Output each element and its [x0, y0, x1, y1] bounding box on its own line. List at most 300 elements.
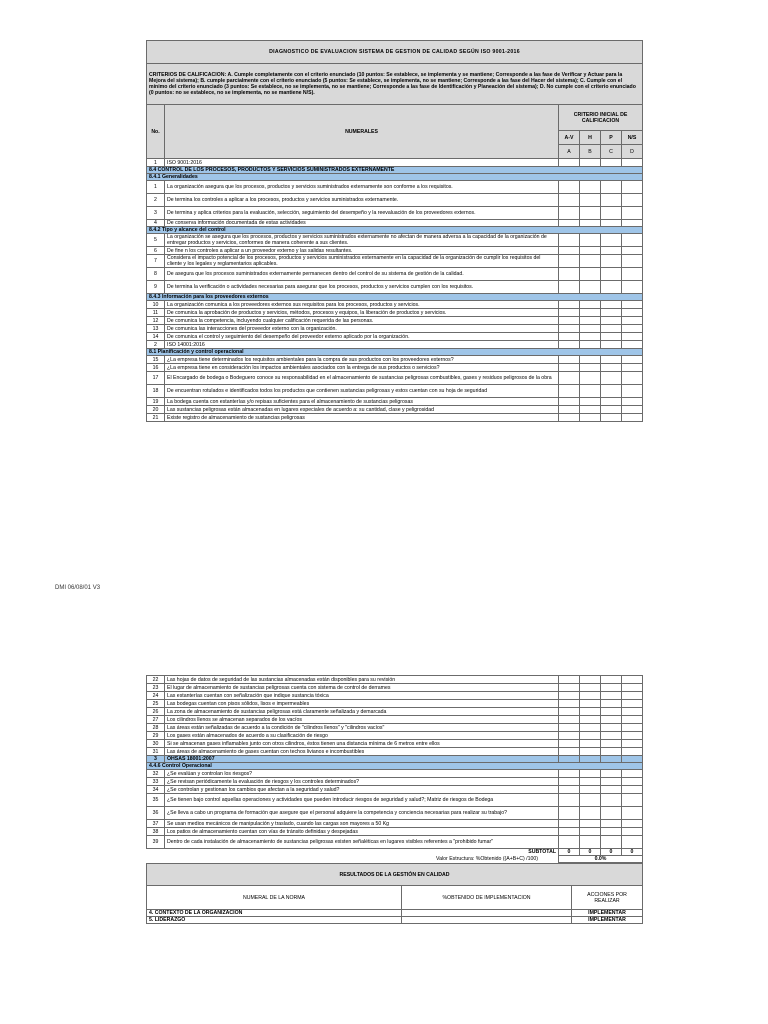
- results-title: RESULTADOS DE LA GESTIÓN EN CALIDAD: [147, 864, 643, 886]
- row-number: 34: [147, 786, 165, 794]
- score-cell-c[interactable]: [601, 281, 622, 294]
- score-cell-c[interactable]: [601, 724, 622, 732]
- row-number: 29: [147, 732, 165, 740]
- subtotal-a: 0: [559, 849, 580, 856]
- score-cell-b[interactable]: [580, 732, 601, 740]
- section-row: [147, 756, 643, 763]
- row-text: Los patios de almacenamiento cuentan con vías de tránsito definidas y despejadas: [165, 828, 559, 836]
- score-cell-c[interactable]: [601, 684, 622, 692]
- page-1: [146, 40, 642, 422]
- score-cell-c[interactable]: [601, 748, 622, 756]
- score-cell-a[interactable]: [559, 317, 580, 325]
- section-row: [147, 763, 643, 770]
- score-cell-d[interactable]: [622, 385, 643, 398]
- score-cell-c[interactable]: [601, 317, 622, 325]
- row-number: 35: [147, 794, 165, 807]
- score-cell-a[interactable]: [559, 247, 580, 255]
- score-cell-d[interactable]: [622, 309, 643, 317]
- score-cell-c[interactable]: [601, 778, 622, 786]
- row-text: De termina los controles a aplicar a los procesos, productos y servicios suministrados externamente.: [165, 194, 559, 207]
- score-cell-c[interactable]: [601, 414, 622, 422]
- score-cell-b[interactable]: [580, 716, 601, 724]
- score-cell-c[interactable]: [601, 700, 622, 708]
- table-row: [147, 309, 643, 317]
- score-cell-b[interactable]: [580, 724, 601, 732]
- score-cell-b[interactable]: [580, 836, 601, 849]
- results-row-obtenido: [402, 917, 572, 924]
- table-row: [147, 364, 643, 372]
- row-number: 5: [147, 234, 165, 247]
- score-cell-c[interactable]: [601, 716, 622, 724]
- row-text: La zona de almacenamiento de sustancias peligrosas está claramente señalizada y demarcada: [165, 708, 559, 716]
- results-row-norma: 5. LIDERAZGO: [147, 917, 402, 924]
- results-row-accion: IMPLEMENTAR: [572, 910, 643, 917]
- score-cell-b[interactable]: [580, 247, 601, 255]
- score-cell-d[interactable]: [622, 700, 643, 708]
- score-cell-d[interactable]: [622, 268, 643, 281]
- score-cell-a[interactable]: [559, 159, 580, 167]
- row-text: De conserva información documentada de estas actividades: [165, 220, 559, 227]
- table-row: [147, 836, 643, 849]
- row-number: 23: [147, 684, 165, 692]
- table-row: [147, 341, 643, 349]
- score-cell-a[interactable]: [559, 281, 580, 294]
- score-cell-b[interactable]: [580, 414, 601, 422]
- table-row: [147, 724, 643, 732]
- row-number: 36: [147, 807, 165, 820]
- table-row: [147, 372, 643, 385]
- score-cell-b[interactable]: [580, 234, 601, 247]
- score-cell-d[interactable]: [622, 281, 643, 294]
- score-cell-a[interactable]: [559, 748, 580, 756]
- score-cell-b[interactable]: [580, 820, 601, 828]
- header-col-h: H: [580, 131, 601, 145]
- table-row: [147, 748, 643, 756]
- subtotal-label: SUBTOTAL: [147, 849, 559, 856]
- score-cell-a[interactable]: [559, 794, 580, 807]
- score-cell-c[interactable]: [601, 341, 622, 349]
- score-cell-c[interactable]: [601, 325, 622, 333]
- score-cell-c[interactable]: [601, 255, 622, 268]
- score-cell-d[interactable]: [622, 740, 643, 748]
- score-cell-c[interactable]: [601, 398, 622, 406]
- score-cell-b[interactable]: [580, 159, 601, 167]
- row-text: De comunica el control y seguimiento del desempeño del proveedor externo aplicado por la organización.: [165, 333, 559, 341]
- score-cell-b[interactable]: [580, 676, 601, 684]
- score-cell-a[interactable]: [559, 356, 580, 364]
- row-number: 8: [147, 268, 165, 281]
- score-cell-a[interactable]: [559, 341, 580, 349]
- row-text: Las estanterías cuentan con señalización que indique sustancia tóxica: [165, 692, 559, 700]
- table-row: [147, 181, 643, 194]
- score-cell-a[interactable]: [559, 684, 580, 692]
- row-number: 20: [147, 406, 165, 414]
- score-cell-c[interactable]: [601, 828, 622, 836]
- score-cell-b[interactable]: [580, 778, 601, 786]
- row-number: 2: [147, 341, 165, 349]
- score-cell-a[interactable]: [559, 398, 580, 406]
- criteria-text: CRITERIOS DE CALIFICACION: A. Cumple completamente con el criterio enunciado (10 puntos: Se establece, se implementa y se mantiene; Corresponde a las fase de Verificar y Actuar para la Mejora del sistema); B. cumple parcialmente con el criterio enunciado (5 puntos: Se establece, se implementa, no se mantiene; Corresponde a las fase del Hacer del sistema); C. Cumple con el mínimo del criterio enunciado (3 puntos: Se establece, no se implementa, no se mantiene; Corresponde a las fase de Identificación y Planeación del sistema); D. No cumple con el criterio enunciado (0 puntos: no se establece, no se implementa, no se mantiene N/S).: [147, 64, 643, 105]
- row-number: 27: [147, 716, 165, 724]
- score-cell-b[interactable]: [580, 194, 601, 207]
- score-cell-a[interactable]: [559, 732, 580, 740]
- score-cell-d[interactable]: [622, 716, 643, 724]
- page-2: [146, 675, 642, 924]
- score-cell-a[interactable]: [559, 268, 580, 281]
- results-table: [146, 863, 643, 924]
- row-number: 11: [147, 309, 165, 317]
- score-cell-d[interactable]: [622, 234, 643, 247]
- table-row: [147, 716, 643, 724]
- section-empty-cell: [580, 756, 601, 763]
- score-cell-c[interactable]: [601, 836, 622, 849]
- score-cell-d[interactable]: [622, 786, 643, 794]
- score-cell-d[interactable]: [622, 406, 643, 414]
- table-row: [147, 794, 643, 807]
- score-cell-c[interactable]: [601, 786, 622, 794]
- score-cell-b[interactable]: [580, 268, 601, 281]
- score-cell-c[interactable]: [601, 268, 622, 281]
- score-cell-d[interactable]: [622, 341, 643, 349]
- score-cell-c[interactable]: [601, 708, 622, 716]
- score-cell-a[interactable]: [559, 301, 580, 309]
- row-text: Las áreas de almacenamiento de gases cuentan con techos livianos e incombustibles: [165, 748, 559, 756]
- score-cell-c[interactable]: [601, 770, 622, 778]
- score-cell-b[interactable]: [580, 364, 601, 372]
- valor-estructura-value: 0.0%: [559, 856, 643, 863]
- score-cell-a[interactable]: [559, 325, 580, 333]
- row-number: 16: [147, 364, 165, 372]
- score-cell-d[interactable]: [622, 207, 643, 220]
- score-cell-c[interactable]: [601, 364, 622, 372]
- score-cell-c[interactable]: [601, 740, 622, 748]
- score-cell-d[interactable]: [622, 414, 643, 422]
- score-cell-a[interactable]: [559, 194, 580, 207]
- row-number: 2: [147, 194, 165, 207]
- table-row: [147, 406, 643, 414]
- row-number: 31: [147, 748, 165, 756]
- score-cell-c[interactable]: [601, 692, 622, 700]
- row-number: 37: [147, 820, 165, 828]
- row-text: La organización comunica a los proveedores externos sus requisitos para los procesos, productos y servicios.: [165, 301, 559, 309]
- row-number: 1: [147, 159, 165, 167]
- score-cell-b[interactable]: [580, 325, 601, 333]
- table-row: [147, 194, 643, 207]
- score-cell-a[interactable]: [559, 724, 580, 732]
- score-cell-d[interactable]: [622, 317, 643, 325]
- score-cell-d[interactable]: [622, 364, 643, 372]
- row-number: 22: [147, 676, 165, 684]
- score-cell-b[interactable]: [580, 255, 601, 268]
- table-row: [147, 255, 643, 268]
- row-text: ¿La empresa tiene en consideración los impactos ambientales asociados con la entrega de sus productos o servicios?: [165, 364, 559, 372]
- table-row: [147, 414, 643, 422]
- score-cell-c[interactable]: [601, 807, 622, 820]
- score-cell-d[interactable]: [622, 770, 643, 778]
- score-cell-c[interactable]: [601, 356, 622, 364]
- score-cell-a[interactable]: [559, 181, 580, 194]
- header-letter-c: C: [601, 145, 622, 159]
- row-number: 13: [147, 325, 165, 333]
- row-number: 9: [147, 281, 165, 294]
- score-cell-b[interactable]: [580, 748, 601, 756]
- table-row: [147, 770, 643, 778]
- score-cell-d[interactable]: [622, 220, 643, 227]
- row-text: Las sustancias peligrosas están almacenadas en lugares especiales de acuerdo a: su cantidad, clase y peligrosidad: [165, 406, 559, 414]
- row-text: De comunica las interacciones del proveedor externo con la organización.: [165, 325, 559, 333]
- score-cell-c[interactable]: [601, 301, 622, 309]
- score-cell-b[interactable]: [580, 356, 601, 364]
- table-row: [147, 234, 643, 247]
- score-cell-b[interactable]: [580, 398, 601, 406]
- table-row: [147, 732, 643, 740]
- score-cell-c[interactable]: [601, 794, 622, 807]
- score-cell-c[interactable]: [601, 820, 622, 828]
- table-row: [147, 708, 643, 716]
- row-text: Existe registro de almacenamiento de sustancias peligrosas: [165, 414, 559, 422]
- score-cell-b[interactable]: [580, 807, 601, 820]
- table-row: [147, 807, 643, 820]
- row-text: Los cilindros llenos se almacenan separados de los vacíos: [165, 716, 559, 724]
- score-cell-a[interactable]: [559, 406, 580, 414]
- score-cell-b[interactable]: [580, 309, 601, 317]
- score-cell-a[interactable]: [559, 207, 580, 220]
- score-cell-c[interactable]: [601, 333, 622, 341]
- score-cell-c[interactable]: [601, 676, 622, 684]
- results-row-accion: IMPLEMENTAR: [572, 917, 643, 924]
- row-text: Las bodegas cuentan con pisos sólidos, lisos e impermeables: [165, 700, 559, 708]
- section-title: 8.4 CONTROL DE LOS PROCESOS, PRODUCTOS Y SERVICIOS SUMINISTRADOS EXTERNAMENTE: [147, 167, 643, 174]
- score-cell-d[interactable]: [622, 748, 643, 756]
- score-cell-b[interactable]: [580, 181, 601, 194]
- score-cell-c[interactable]: [601, 207, 622, 220]
- row-text: ¿Se evalúan y controlan los riesgos?: [165, 770, 559, 778]
- score-cell-a[interactable]: [559, 786, 580, 794]
- score-cell-d[interactable]: [622, 794, 643, 807]
- score-cell-a[interactable]: [559, 700, 580, 708]
- score-cell-b[interactable]: [580, 341, 601, 349]
- score-cell-b[interactable]: [580, 828, 601, 836]
- score-cell-b[interactable]: [580, 740, 601, 748]
- score-cell-c[interactable]: [601, 220, 622, 227]
- score-cell-d[interactable]: [622, 356, 643, 364]
- section-row: [147, 349, 643, 356]
- section-row: [147, 227, 643, 234]
- subtotal-c: 0: [601, 849, 622, 856]
- table-row: [147, 281, 643, 294]
- score-cell-d[interactable]: [622, 732, 643, 740]
- score-cell-a[interactable]: [559, 807, 580, 820]
- score-cell-a[interactable]: [559, 708, 580, 716]
- results-row-norma: 4. CONTEXTO DE LA ORGANIZACIÓN: [147, 910, 402, 917]
- score-cell-a[interactable]: [559, 372, 580, 385]
- score-cell-a[interactable]: [559, 255, 580, 268]
- score-cell-a[interactable]: [559, 414, 580, 422]
- section-empty-cell: [622, 756, 643, 763]
- section-row: [147, 167, 643, 174]
- score-cell-b[interactable]: [580, 700, 601, 708]
- header-criterio: CRITERIO INICIAL DE CALIFICACION: [559, 105, 643, 131]
- row-text: Considera el impacto potencial de los procesos, productos y servicios suministrados externamente en la capacidad de la organización de cumplir los requisitos del cliente y los legales y reglamentarios aplicables.: [165, 255, 559, 268]
- score-cell-b[interactable]: [580, 372, 601, 385]
- score-cell-b[interactable]: [580, 385, 601, 398]
- row-number: 7: [147, 255, 165, 268]
- row-number: 39: [147, 836, 165, 849]
- score-cell-a[interactable]: [559, 220, 580, 227]
- row-number: 10: [147, 301, 165, 309]
- header-letter-b: B: [580, 145, 601, 159]
- score-cell-d[interactable]: [622, 301, 643, 309]
- score-cell-b[interactable]: [580, 317, 601, 325]
- section-row: [147, 174, 643, 181]
- row-number: 25: [147, 700, 165, 708]
- score-cell-a[interactable]: [559, 364, 580, 372]
- score-cell-d[interactable]: [622, 724, 643, 732]
- score-cell-d[interactable]: [622, 820, 643, 828]
- score-cell-d[interactable]: [622, 325, 643, 333]
- table-row: [147, 740, 643, 748]
- table-row: [147, 247, 643, 255]
- results-row-obtenido: [402, 910, 572, 917]
- score-cell-a[interactable]: [559, 309, 580, 317]
- section-title: 8.4.1 Generalidades: [147, 174, 643, 181]
- score-cell-c[interactable]: [601, 372, 622, 385]
- score-cell-d[interactable]: [622, 836, 643, 849]
- score-cell-d[interactable]: [622, 159, 643, 167]
- score-cell-d[interactable]: [622, 398, 643, 406]
- evaluation-table-page-2: [146, 675, 643, 863]
- score-cell-b[interactable]: [580, 281, 601, 294]
- table-row: [147, 317, 643, 325]
- score-cell-b[interactable]: [580, 692, 601, 700]
- score-cell-c[interactable]: [601, 247, 622, 255]
- table-row: [147, 820, 643, 828]
- row-text: De asegura que los procesos suministrados externamente permanecen dentro del control de su sistema de gestión de la calidad.: [165, 268, 559, 281]
- score-cell-b[interactable]: [580, 406, 601, 414]
- row-number: 12: [147, 317, 165, 325]
- score-cell-b[interactable]: [580, 333, 601, 341]
- score-cell-d[interactable]: [622, 255, 643, 268]
- score-cell-a[interactable]: [559, 778, 580, 786]
- score-cell-d[interactable]: [622, 828, 643, 836]
- table-row: [147, 692, 643, 700]
- header-col-ns: N/S: [622, 131, 643, 145]
- score-cell-d[interactable]: [622, 372, 643, 385]
- table-row: [147, 385, 643, 398]
- results-header-norma: NUMERAL DE LA NORMA: [147, 886, 402, 910]
- row-text: Las áreas están señalizadas de acuerdo a la condición de "cilindros llenos" y "cilindros vacíos": [165, 724, 559, 732]
- score-cell-c[interactable]: [601, 732, 622, 740]
- row-number: 30: [147, 740, 165, 748]
- row-text: ¿Se revisan periódicamente la evaluación de riesgos y los controles determinados?: [165, 778, 559, 786]
- score-cell-c[interactable]: [601, 234, 622, 247]
- score-cell-d[interactable]: [622, 676, 643, 684]
- table-row: [147, 301, 643, 309]
- score-cell-d[interactable]: [622, 181, 643, 194]
- score-cell-a[interactable]: [559, 828, 580, 836]
- score-cell-a[interactable]: [559, 692, 580, 700]
- score-cell-a[interactable]: [559, 740, 580, 748]
- score-cell-b[interactable]: [580, 207, 601, 220]
- score-cell-d[interactable]: [622, 194, 643, 207]
- section-title: 8.4.3 Información para los proveedores externos: [147, 294, 643, 301]
- evaluation-table-page-1: [146, 40, 643, 422]
- table-row: [147, 700, 643, 708]
- section-number: 3: [147, 756, 165, 763]
- score-cell-b[interactable]: [580, 770, 601, 778]
- score-cell-d[interactable]: [622, 333, 643, 341]
- score-cell-a[interactable]: [559, 820, 580, 828]
- table-row: [147, 333, 643, 341]
- table-row: [147, 676, 643, 684]
- score-cell-a[interactable]: [559, 234, 580, 247]
- score-cell-d[interactable]: [622, 807, 643, 820]
- table-row: [147, 325, 643, 333]
- table-row: [147, 828, 643, 836]
- score-cell-c[interactable]: [601, 159, 622, 167]
- score-cell-b[interactable]: [580, 708, 601, 716]
- row-text: De termina y aplica criterios para la evaluación, selección, seguimiento del desempeño y la reevaluación de los proveedores externos.: [165, 207, 559, 220]
- table-row: [147, 786, 643, 794]
- row-text: Dentro de cada instalación de almacenamiento de sustancias peligrosas existen señaléticas en lugares visibles referentes a "prohibido fumar": [165, 836, 559, 849]
- score-cell-b[interactable]: [580, 794, 601, 807]
- score-cell-c[interactable]: [601, 385, 622, 398]
- row-text: El Encargado de bodega o Bodeguero conoce su responsabilidad en el almacenamiento de sustancias peligrosas combustibles, gases y residuos peligrosos de la obra: [165, 372, 559, 385]
- score-cell-b[interactable]: [580, 301, 601, 309]
- row-number: 33: [147, 778, 165, 786]
- row-text: De encuentran rotulados e identificados todos los productos que contienen sustancias peligrosas y estos cuentan con su hoja de seguridad: [165, 385, 559, 398]
- score-cell-a[interactable]: [559, 676, 580, 684]
- row-number: 21: [147, 414, 165, 422]
- section-title: OHSAS 18001:2007: [165, 756, 559, 763]
- score-cell-b[interactable]: [580, 220, 601, 227]
- row-text: ISO 9001:2016: [165, 159, 559, 167]
- score-cell-c[interactable]: [601, 309, 622, 317]
- score-cell-d[interactable]: [622, 708, 643, 716]
- score-cell-a[interactable]: [559, 333, 580, 341]
- header-col-p: P: [601, 131, 622, 145]
- score-cell-d[interactable]: [622, 247, 643, 255]
- section-row: [147, 294, 643, 301]
- score-cell-a[interactable]: [559, 385, 580, 398]
- row-number: 17: [147, 372, 165, 385]
- subtotal-d: 0: [622, 849, 643, 856]
- row-text: Se usan medios mecánicos de manipulación y traslado, cuando las cargas son mayores a 50 Kg: [165, 820, 559, 828]
- section-title: 8.4.2 Tipo y alcance del control: [147, 227, 643, 234]
- row-text: ¿La empresa tiene determinados los requisitos ambientales para la compra de sus productos con los proveedores externos?: [165, 356, 559, 364]
- score-cell-d[interactable]: [622, 684, 643, 692]
- score-cell-b[interactable]: [580, 786, 601, 794]
- score-cell-c[interactable]: [601, 181, 622, 194]
- score-cell-b[interactable]: [580, 684, 601, 692]
- row-number: 19: [147, 398, 165, 406]
- results-header-obtenido: %OBTENIDO DE IMPLEMENTACION: [402, 886, 572, 910]
- row-text: ¿Se lleva a cabo un programa de formación que asegure que el personal adquiere la competencia y conciencia necesarias para realizar su trabajo?: [165, 807, 559, 820]
- score-cell-c[interactable]: [601, 406, 622, 414]
- row-text: ¿Se controlan y gestionan los cambios que afectan a la seguridad y salud?: [165, 786, 559, 794]
- header-numerales: NUMERALES: [165, 105, 559, 159]
- score-cell-d[interactable]: [622, 778, 643, 786]
- score-cell-a[interactable]: [559, 836, 580, 849]
- row-number: 15: [147, 356, 165, 364]
- score-cell-d[interactable]: [622, 692, 643, 700]
- header-letter-d: D: [622, 145, 643, 159]
- score-cell-a[interactable]: [559, 770, 580, 778]
- score-cell-c[interactable]: [601, 194, 622, 207]
- row-text: ¿Se tienen bajo control aquellas operaciones y actividades que pueden introducir riesgos de seguridad y salud?; Matriz de riesgos de Bodega: [165, 794, 559, 807]
- score-cell-a[interactable]: [559, 716, 580, 724]
- table-row: [147, 684, 643, 692]
